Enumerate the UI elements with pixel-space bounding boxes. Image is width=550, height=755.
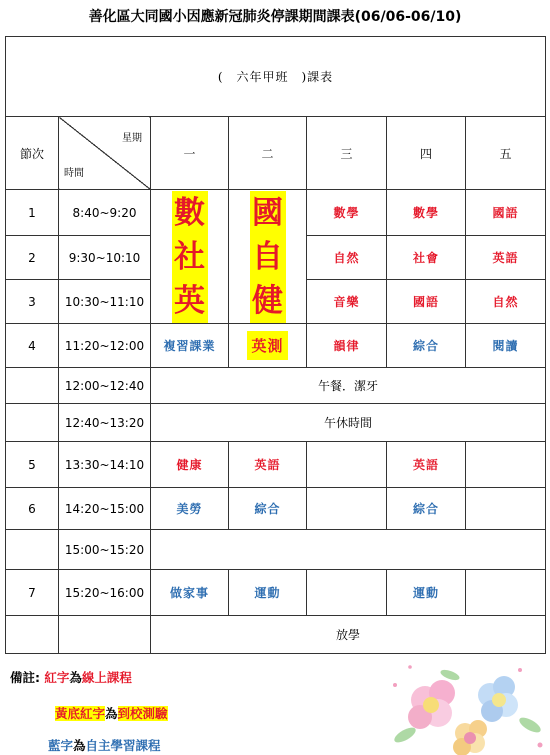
day-header-label: 星期 <box>122 133 142 144</box>
subject-cell: 自然 <box>466 280 546 324</box>
legend-line-yellow <box>55 704 168 722</box>
subject-cell <box>466 570 546 616</box>
legend-label: 備註: <box>10 670 40 685</box>
time-cell: 15:00~15:20 <box>59 530 151 570</box>
break-cell <box>151 530 546 570</box>
table-row <box>6 190 546 236</box>
subject-cell <box>466 442 546 488</box>
period-cell: 2 <box>6 236 59 280</box>
legend-red-text: 紅字 <box>44 670 70 685</box>
subject-cell: 韻律 <box>307 324 387 368</box>
time-cell: 11:20~12:00 <box>59 324 151 368</box>
test-char: 健 <box>250 279 286 323</box>
subject-cell: 做家事 <box>151 570 229 616</box>
time-cell <box>59 616 151 654</box>
period-cell: 1 <box>6 190 59 236</box>
subject-cell: 閱讀 <box>466 324 546 368</box>
test-char: 社 <box>172 235 208 279</box>
table-row <box>6 404 546 442</box>
time-header-label: 時間 <box>64 168 84 179</box>
time-cell: 14:20~15:00 <box>59 488 151 530</box>
period-header: 節次 <box>6 117 59 190</box>
test-char: 英 <box>172 279 208 323</box>
legend-school-test-text: 到校測驗 <box>117 706 168 721</box>
subject-cell-highlight <box>229 324 307 368</box>
period-cell <box>6 404 59 442</box>
schedule-table <box>5 36 546 654</box>
subject-cell: 英語 <box>387 442 466 488</box>
table-row <box>6 488 546 530</box>
period-cell <box>6 368 59 404</box>
period-cell <box>6 530 59 570</box>
legend-connector: 為 <box>69 670 82 685</box>
flower-icon <box>453 720 487 755</box>
test-char: 國 <box>250 191 286 235</box>
subject-cell <box>307 488 387 530</box>
subject-cell: 綜合 <box>229 488 307 530</box>
flower-icon <box>408 680 455 729</box>
period-cell: 3 <box>6 280 59 324</box>
day-time-header <box>59 117 151 190</box>
subject-cell: 綜合 <box>387 488 466 530</box>
day-header-mon: 一 <box>151 117 229 190</box>
period-cell: 5 <box>6 442 59 488</box>
subject-cell: 社會 <box>387 236 466 280</box>
mon-test-cell <box>151 190 229 324</box>
period-cell: 6 <box>6 488 59 530</box>
subject-cell: 健康 <box>151 442 229 488</box>
table-row <box>6 442 546 488</box>
table-row <box>6 368 546 404</box>
dismissal-cell: 放學 <box>151 616 546 654</box>
day-header-fri: 五 <box>466 117 546 190</box>
time-cell: 10:30~11:10 <box>59 280 151 324</box>
time-cell: 13:30~14:10 <box>59 442 151 488</box>
period-cell: 4 <box>6 324 59 368</box>
flower-icon <box>478 676 518 722</box>
subject-cell: 運動 <box>387 570 466 616</box>
subject-cell <box>307 442 387 488</box>
subject-cell: 綜合 <box>387 324 466 368</box>
subject-cell: 數學 <box>307 190 387 236</box>
subject-cell <box>466 488 546 530</box>
subject-cell: 數學 <box>387 190 466 236</box>
time-cell: 9:30~10:10 <box>59 236 151 280</box>
nap-cell: 午休時間 <box>151 404 546 442</box>
test-char: 數 <box>172 191 208 235</box>
legend-online-text: 線上課程 <box>81 670 132 685</box>
subject-cell: 國語 <box>466 190 546 236</box>
time-cell: 12:00~12:40 <box>59 368 151 404</box>
tue-test-cell <box>229 190 307 324</box>
subject-cell: 自然 <box>307 236 387 280</box>
class-title: ( 六年甲班 )課表 <box>6 37 546 117</box>
period-cell <box>6 616 59 654</box>
day-header-wed: 三 <box>307 117 387 190</box>
day-header-tue: 二 <box>229 117 307 190</box>
table-row <box>6 616 546 654</box>
subject-cell: 英語 <box>466 236 546 280</box>
legend-line-red <box>10 668 132 686</box>
time-cell: 15:20~16:00 <box>59 570 151 616</box>
time-cell: 12:40~13:20 <box>59 404 151 442</box>
time-cell: 8:40~9:20 <box>59 190 151 236</box>
legend-line-blue <box>48 736 161 754</box>
subject-cell: 英語 <box>229 442 307 488</box>
legend-self-study-text: 自主學習課程 <box>85 738 161 753</box>
subject-cell: 複習課業 <box>151 324 229 368</box>
subject-cell: 國語 <box>387 280 466 324</box>
page-title: 善化區大同國小因應新冠肺炎停課期間課表(06/06-06/10) <box>88 9 462 25</box>
flower-decoration <box>380 655 550 755</box>
subject-cell: 運動 <box>229 570 307 616</box>
table-row <box>6 324 546 368</box>
period-cell: 7 <box>6 570 59 616</box>
subject-cell: 音樂 <box>307 280 387 324</box>
lunch-cell: 午餐．潔牙 <box>151 368 546 404</box>
legend-blue-text: 藍字 <box>48 738 74 753</box>
table-row <box>6 530 546 570</box>
test-label: 英測 <box>247 331 287 360</box>
subject-cell: 美勞 <box>151 488 229 530</box>
day-header-thu: 四 <box>387 117 466 190</box>
subject-cell <box>307 570 387 616</box>
test-char: 自 <box>250 235 286 279</box>
legend-yellow-text: 黃底紅字 <box>55 706 106 721</box>
legend-connector: 為 <box>105 706 118 721</box>
table-row <box>6 570 546 616</box>
legend-connector: 為 <box>73 738 86 753</box>
